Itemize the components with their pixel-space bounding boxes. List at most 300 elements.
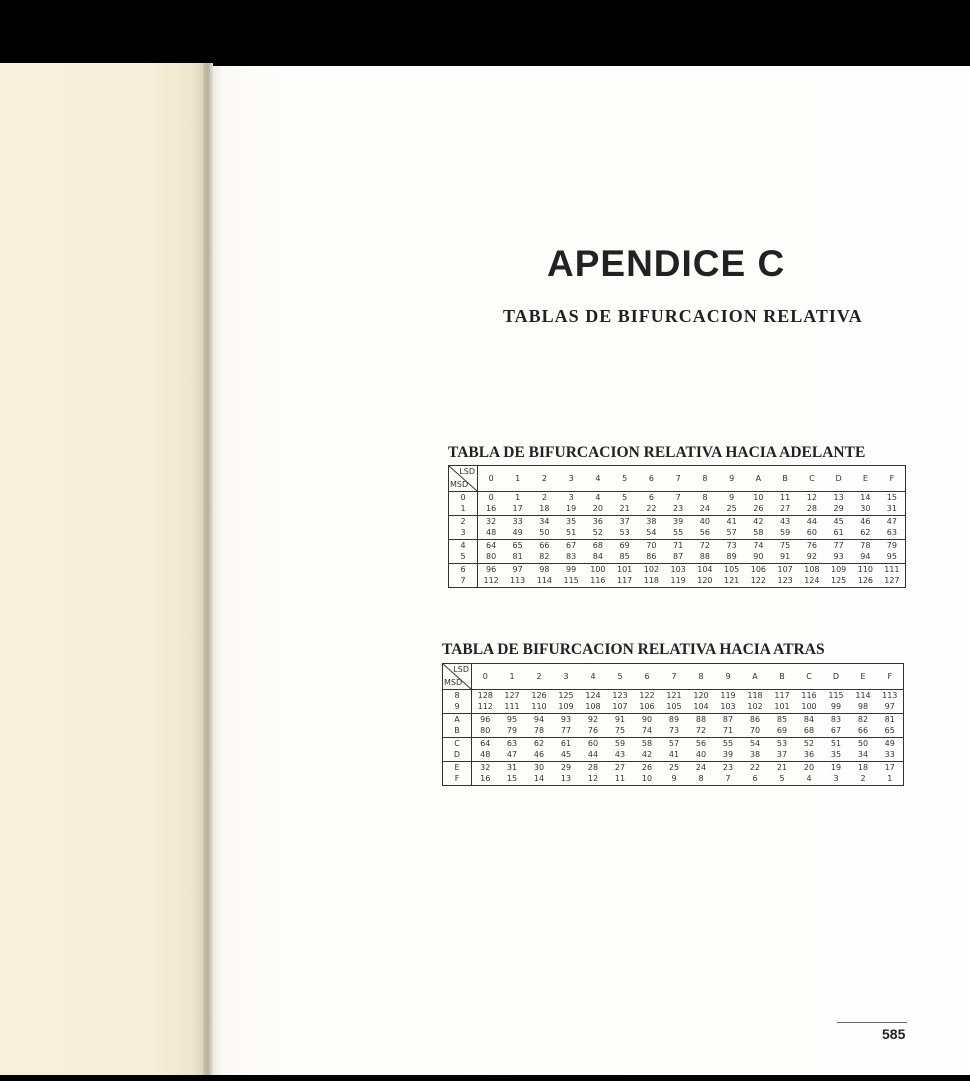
table-cell: 106 [745, 564, 772, 576]
table-cell: 29 [553, 762, 580, 774]
table-cell: 16 [480, 774, 491, 784]
table-cell: 114 [855, 690, 871, 700]
table-cell: 119 [720, 690, 736, 700]
table-cell: 41 [718, 516, 745, 528]
table-cell: 36 [585, 516, 612, 528]
table-cell: 61 [833, 528, 844, 538]
table-cell: 27 [780, 504, 791, 514]
table-cell: 85 [619, 552, 630, 562]
table-cell: 17 [512, 504, 523, 514]
table-cell: 65 [504, 540, 531, 552]
table-cell: 123 [777, 576, 793, 586]
table-row [449, 516, 906, 528]
table-cell: 8 [698, 774, 704, 784]
table-cell: 67 [830, 726, 842, 736]
table-cell: 69 [611, 540, 638, 552]
forward-branch-table [448, 465, 906, 588]
table-cell: 57 [726, 528, 737, 538]
table-cell: 110 [852, 564, 879, 576]
column-header: 9 [715, 664, 742, 690]
table-row [449, 564, 906, 576]
table-row [449, 492, 906, 504]
table-cell: 0 [488, 492, 494, 502]
table-cell: 77 [825, 540, 852, 552]
table-cell: 66 [857, 726, 869, 736]
page-number: 585 [882, 1026, 906, 1042]
table-cell: 43 [772, 516, 799, 528]
table-cell: 100 [801, 702, 817, 712]
column-header: 2 [531, 466, 558, 492]
table-cell: 71 [722, 726, 734, 736]
table-cell: 11 [780, 492, 791, 502]
row-msd-label: C [443, 738, 472, 750]
table-cell: 20 [592, 504, 603, 514]
table-cell: 21 [769, 762, 796, 774]
table-cell: 73 [668, 726, 680, 736]
table-cell: 4 [595, 492, 601, 502]
table-cell: 102 [638, 564, 665, 576]
appendix-title: APENDICE C [547, 243, 786, 284]
table-cell: 38 [638, 516, 665, 528]
table-cell: 2 [860, 774, 866, 784]
column-header: A [742, 664, 769, 690]
table-cell: 92 [580, 714, 607, 726]
table-cell: 112 [477, 702, 493, 712]
table-cell: 48 [480, 750, 491, 760]
table-cell: 111 [879, 564, 906, 576]
table-cell: 107 [612, 702, 628, 712]
table-cell: 40 [695, 750, 707, 760]
table-corner-cell [449, 466, 478, 492]
table-cell: 68 [803, 726, 815, 736]
row-msd-label: B [443, 726, 472, 738]
table-cell: 109 [825, 564, 852, 576]
column-header: 5 [611, 466, 638, 492]
table-cell: 124 [585, 690, 601, 700]
column-header: 6 [634, 664, 661, 690]
table-row [443, 750, 904, 762]
table-cell: 119 [670, 576, 686, 586]
table-cell: 9 [671, 774, 677, 784]
table-cell: 18 [850, 762, 877, 774]
table-cell: 107 [772, 564, 799, 576]
table-cell: 72 [695, 726, 707, 736]
column-header: 1 [504, 466, 531, 492]
column-header: C [796, 664, 823, 690]
table-cell: 56 [688, 738, 715, 750]
table-cell: 35 [830, 750, 842, 760]
corner-lsd-label: LSD [453, 665, 469, 674]
row-msd-label: 6 [449, 564, 478, 576]
table-cell: 82 [539, 552, 550, 562]
row-msd-label: D [443, 750, 472, 762]
table-cell: 75 [614, 726, 626, 736]
table-cell: 90 [753, 552, 764, 562]
table-cell: 63 [886, 528, 897, 538]
column-header: A [745, 466, 772, 492]
table-cell: 5 [779, 774, 785, 784]
table-cell: 24 [688, 762, 715, 774]
table-cell: 59 [607, 738, 634, 750]
table-cell: 87 [673, 552, 684, 562]
column-header: F [877, 664, 904, 690]
table-cell: 40 [692, 516, 719, 528]
column-header: 9 [718, 466, 745, 492]
table-cell: 126 [531, 690, 547, 700]
book-gutter [203, 63, 213, 1075]
column-header: 0 [472, 664, 499, 690]
table-cell: 115 [563, 576, 579, 586]
table-cell: 42 [745, 516, 772, 528]
table-cell: 46 [533, 750, 545, 760]
table-cell: 41 [668, 750, 680, 760]
row-msd-label: E [443, 762, 472, 774]
table-cell: 54 [742, 738, 769, 750]
column-header: D [823, 664, 850, 690]
table-cell: 86 [742, 714, 769, 726]
table-cell: 23 [715, 762, 742, 774]
table-cell: 98 [857, 702, 869, 712]
table-cell: 113 [509, 576, 526, 586]
table-cell: 84 [796, 714, 823, 726]
table-cell: 102 [747, 702, 763, 712]
table-cell: 96 [472, 714, 499, 726]
column-header: 1 [499, 664, 526, 690]
table-cell: 115 [828, 690, 844, 700]
table-cell: 1 [515, 492, 521, 502]
table-cell: 75 [772, 540, 799, 552]
table-cell: 108 [585, 702, 601, 712]
table-cell: 20 [796, 762, 823, 774]
appendix-subtitle: TABLAS DE BIFURCACION RELATIVA [503, 306, 863, 326]
table-cell: 39 [665, 516, 692, 528]
table-cell: 128 [477, 690, 493, 700]
table-cell: 105 [666, 702, 682, 712]
table-row [443, 714, 904, 726]
table-cell: 108 [799, 564, 826, 576]
table-cell: 52 [592, 528, 603, 538]
table-cell: 76 [799, 540, 826, 552]
table-cell: 15 [886, 492, 897, 502]
table-cell: 84 [592, 552, 603, 562]
table-cell: 125 [558, 690, 574, 700]
table-cell: 37 [611, 516, 638, 528]
table-cell: 106 [639, 702, 655, 712]
table-cell: 55 [715, 738, 742, 750]
table-cell: 10 [753, 492, 764, 502]
table-cell: 74 [745, 540, 772, 552]
table-cell: 36 [803, 750, 815, 760]
table-cell: 35 [558, 516, 585, 528]
table-cell: 5 [622, 492, 628, 502]
table-row [443, 762, 904, 774]
table-cell: 65 [884, 726, 895, 736]
column-header: 2 [526, 664, 553, 690]
column-header: 8 [692, 466, 719, 492]
table-cell: 98 [531, 564, 558, 576]
table-cell: 105 [718, 564, 745, 576]
table-cell: 23 [673, 504, 684, 514]
table-row [443, 738, 904, 750]
table-cell: 95 [499, 714, 526, 726]
table-cell: 101 [611, 564, 638, 576]
table-cell: 125 [830, 576, 847, 586]
table-cell: 80 [486, 552, 497, 562]
table-cell: 26 [753, 504, 764, 514]
row-msd-label: 7 [449, 576, 478, 588]
table-cell: 7 [725, 774, 731, 784]
table-cell: 121 [723, 576, 740, 586]
table-cell: 34 [857, 750, 869, 760]
table-cell: 70 [638, 540, 665, 552]
table-cell: 39 [722, 750, 734, 760]
corner-msd-label: MSD [450, 480, 469, 489]
table-cell: 93 [833, 552, 844, 562]
table-cell: 45 [825, 516, 852, 528]
table-cell: 118 [747, 690, 763, 700]
table-cell: 80 [480, 726, 491, 736]
row-msd-label: 1 [449, 504, 478, 516]
table-cell: 6 [648, 492, 654, 502]
table-cell: 69 [776, 726, 788, 736]
table-cell: 120 [693, 690, 709, 700]
table-cell: 67 [558, 540, 585, 552]
table-cell: 58 [753, 528, 764, 538]
table-cell: 24 [699, 504, 710, 514]
column-header: D [825, 466, 852, 492]
table-cell: 26 [634, 762, 661, 774]
table-cell: 13 [833, 492, 844, 502]
row-msd-label: 0 [449, 492, 478, 504]
table-cell: 91 [607, 714, 634, 726]
table-cell: 43 [614, 750, 626, 760]
column-header: B [769, 664, 796, 690]
table-cell: 76 [587, 726, 599, 736]
table-cell: 29 [833, 504, 844, 514]
table-cell: 13 [560, 774, 572, 784]
table-row [443, 726, 904, 738]
table-cell: 60 [806, 528, 817, 538]
table-cell: 104 [693, 702, 709, 712]
table-cell: 44 [799, 516, 826, 528]
column-header: 0 [478, 466, 505, 492]
backward-table-caption: TABLA DE BIFURCACION RELATIVA HACIA ATRAS [442, 641, 825, 658]
column-header: 7 [665, 466, 692, 492]
table-cell: 56 [699, 528, 710, 538]
table-cell: 87 [715, 714, 742, 726]
table-cell: 12 [587, 774, 599, 784]
table-cell: 54 [646, 528, 657, 538]
table-cell: 52 [796, 738, 823, 750]
table-cell: 88 [688, 714, 715, 726]
row-msd-label: 8 [443, 690, 472, 702]
table-cell: 62 [860, 528, 871, 538]
table-cell: 61 [553, 738, 580, 750]
table-cell: 104 [692, 564, 719, 576]
table-cell: 71 [665, 540, 692, 552]
table-cell: 90 [634, 714, 661, 726]
page-number-rule [837, 1022, 907, 1023]
table-cell: 2 [541, 492, 547, 502]
table-cell: 38 [749, 750, 761, 760]
table-cell: 47 [506, 750, 518, 760]
table-cell: 112 [483, 576, 499, 586]
row-msd-label: 4 [449, 540, 478, 552]
table-cell: 120 [697, 576, 713, 586]
table-cell: 59 [780, 528, 791, 538]
table-header-row [443, 664, 904, 690]
table-cell: 89 [661, 714, 688, 726]
table-cell: 47 [879, 516, 906, 528]
column-header: E [852, 466, 879, 492]
table-cell: 95 [886, 552, 897, 562]
table-cell: 124 [804, 576, 820, 586]
table-cell: 45 [560, 750, 572, 760]
table-cell: 3 [568, 492, 574, 502]
table-cell: 51 [566, 528, 577, 538]
table-cell: 99 [558, 564, 585, 576]
table-cell: 64 [472, 738, 499, 750]
column-header: 4 [585, 466, 612, 492]
table-cell: 122 [750, 576, 767, 586]
row-msd-label: 9 [443, 702, 472, 714]
table-cell: 28 [580, 762, 607, 774]
table-cell: 50 [850, 738, 877, 750]
table-row [449, 540, 906, 552]
table-cell: 91 [780, 552, 791, 562]
table-cell: 18 [539, 504, 550, 514]
table-cell: 94 [526, 714, 553, 726]
table-cell: 27 [607, 762, 634, 774]
table-cell: 4 [806, 774, 812, 784]
table-cell: 113 [882, 690, 898, 700]
table-cell: 126 [857, 576, 874, 586]
table-cell: 81 [512, 552, 523, 562]
table-cell: 62 [526, 738, 553, 750]
table-cell: 34 [531, 516, 558, 528]
table-cell: 127 [504, 690, 520, 700]
table-cell: 25 [661, 762, 688, 774]
table-row [449, 576, 906, 588]
table-cell: 48 [486, 528, 497, 538]
table-cell: 103 [665, 564, 692, 576]
column-header: F [879, 466, 906, 492]
table-cell: 53 [769, 738, 796, 750]
table-cell: 77 [560, 726, 572, 736]
table-cell: 118 [643, 576, 660, 586]
table-cell: 88 [699, 552, 710, 562]
column-header: 8 [688, 664, 715, 690]
table-cell: 117 [616, 576, 633, 586]
table-header-row [449, 466, 906, 492]
table-cell: 100 [585, 564, 612, 576]
corner-lsd-label: LSD [459, 467, 475, 476]
table-cell: 116 [801, 690, 817, 700]
table-cell: 11 [614, 774, 626, 784]
table-corner-cell [443, 664, 472, 690]
table-cell: 33 [884, 750, 895, 760]
table-cell: 123 [612, 690, 628, 700]
table-cell: 117 [774, 690, 790, 700]
backward-branch-table [442, 663, 904, 786]
table-cell: 6 [752, 774, 758, 784]
table-cell: 46 [852, 516, 879, 528]
table-cell: 30 [860, 504, 871, 514]
table-cell: 30 [526, 762, 553, 774]
table-cell: 70 [749, 726, 761, 736]
table-cell: 81 [877, 714, 904, 726]
table-cell: 31 [499, 762, 526, 774]
table-cell: 63 [499, 738, 526, 750]
row-msd-label: F [443, 774, 472, 786]
table-cell: 74 [641, 726, 653, 736]
table-cell: 83 [823, 714, 850, 726]
table-row [449, 552, 906, 564]
table-cell: 79 [879, 540, 906, 552]
column-header: E [850, 664, 877, 690]
column-header: 7 [661, 664, 688, 690]
table-cell: 8 [702, 492, 708, 502]
table-cell: 50 [539, 528, 550, 538]
table-cell: 37 [776, 750, 788, 760]
table-cell: 49 [877, 738, 904, 750]
table-cell: 16 [486, 504, 497, 514]
table-cell: 92 [806, 552, 817, 562]
table-cell: 10 [641, 774, 653, 784]
left-page [0, 63, 208, 1075]
table-cell: 1 [887, 774, 893, 784]
table-cell: 7 [675, 492, 681, 502]
corner-msd-label: MSD [444, 678, 463, 687]
table-cell: 99 [830, 702, 842, 712]
table-cell: 42 [641, 750, 653, 760]
row-msd-label: 3 [449, 528, 478, 540]
table-cell: 51 [823, 738, 850, 750]
table-row [443, 702, 904, 714]
table-cell: 93 [553, 714, 580, 726]
table-cell: 97 [884, 702, 895, 712]
table-cell: 94 [860, 552, 871, 562]
table-cell: 58 [634, 738, 661, 750]
table-cell: 83 [566, 552, 577, 562]
table-cell: 97 [504, 564, 531, 576]
table-cell: 49 [512, 528, 523, 538]
table-cell: 64 [478, 540, 505, 552]
column-header: B [772, 466, 799, 492]
table-row [449, 528, 906, 540]
table-cell: 60 [580, 738, 607, 750]
table-cell: 121 [666, 690, 682, 700]
table-cell: 86 [646, 552, 657, 562]
table-cell: 19 [566, 504, 577, 514]
table-cell: 111 [504, 702, 520, 712]
table-cell: 66 [531, 540, 558, 552]
table-cell: 22 [742, 762, 769, 774]
column-header: 4 [580, 664, 607, 690]
table-cell: 44 [587, 750, 599, 760]
column-header: 6 [638, 466, 665, 492]
table-cell: 122 [639, 690, 655, 700]
table-cell: 12 [806, 492, 817, 502]
column-header: 3 [558, 466, 585, 492]
table-cell: 79 [506, 726, 518, 736]
table-cell: 25 [726, 504, 737, 514]
table-row [443, 690, 904, 702]
table-row [449, 504, 906, 516]
table-cell: 19 [823, 762, 850, 774]
table-cell: 89 [726, 552, 737, 562]
table-cell: 57 [661, 738, 688, 750]
